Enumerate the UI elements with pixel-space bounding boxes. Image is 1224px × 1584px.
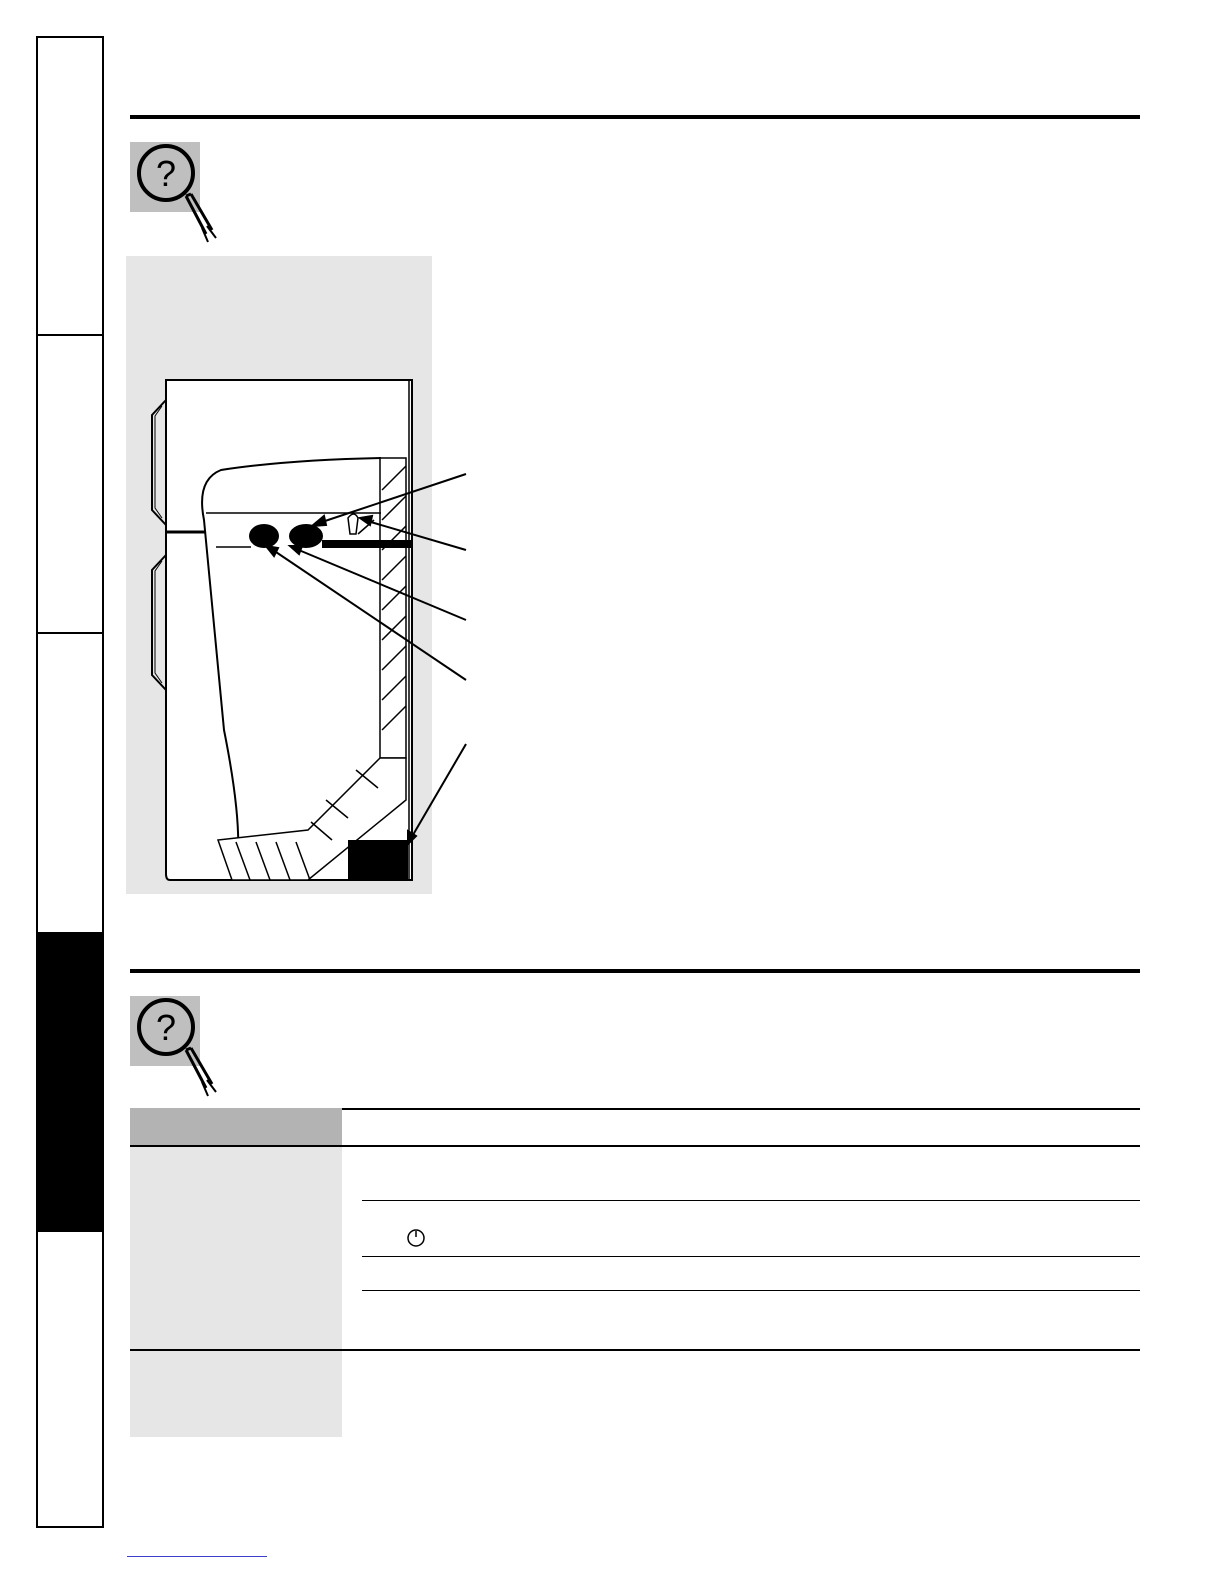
side-tab-1[interactable] <box>38 38 102 336</box>
footer-link-underline[interactable] <box>127 1556 267 1557</box>
side-tab-3[interactable] <box>38 634 102 932</box>
table-row-divider <box>362 1200 1140 1201</box>
svg-text:?: ? <box>155 1007 177 1048</box>
question-magnifier-icon <box>128 992 228 1102</box>
side-tab-strip <box>36 36 104 1528</box>
table-row-1-label-cell <box>130 1147 342 1349</box>
refrigerator-cutaway-diagram <box>126 370 486 890</box>
section-divider-top <box>130 115 1140 119</box>
timer-icon <box>406 1228 426 1248</box>
table-row-divider <box>362 1290 1140 1291</box>
table-row-divider <box>362 1256 1140 1257</box>
side-tab-active[interactable] <box>38 932 102 1232</box>
svg-text:?: ? <box>155 153 177 194</box>
table-header-cell <box>130 1108 342 1146</box>
troubleshooting-table <box>130 1108 1140 1438</box>
question-magnifier-icon <box>128 138 228 248</box>
table-row-2-label-cell <box>130 1351 342 1437</box>
side-tab-5[interactable] <box>38 1232 102 1528</box>
section-divider-bottom <box>130 969 1140 973</box>
side-tab-2[interactable] <box>38 336 102 634</box>
